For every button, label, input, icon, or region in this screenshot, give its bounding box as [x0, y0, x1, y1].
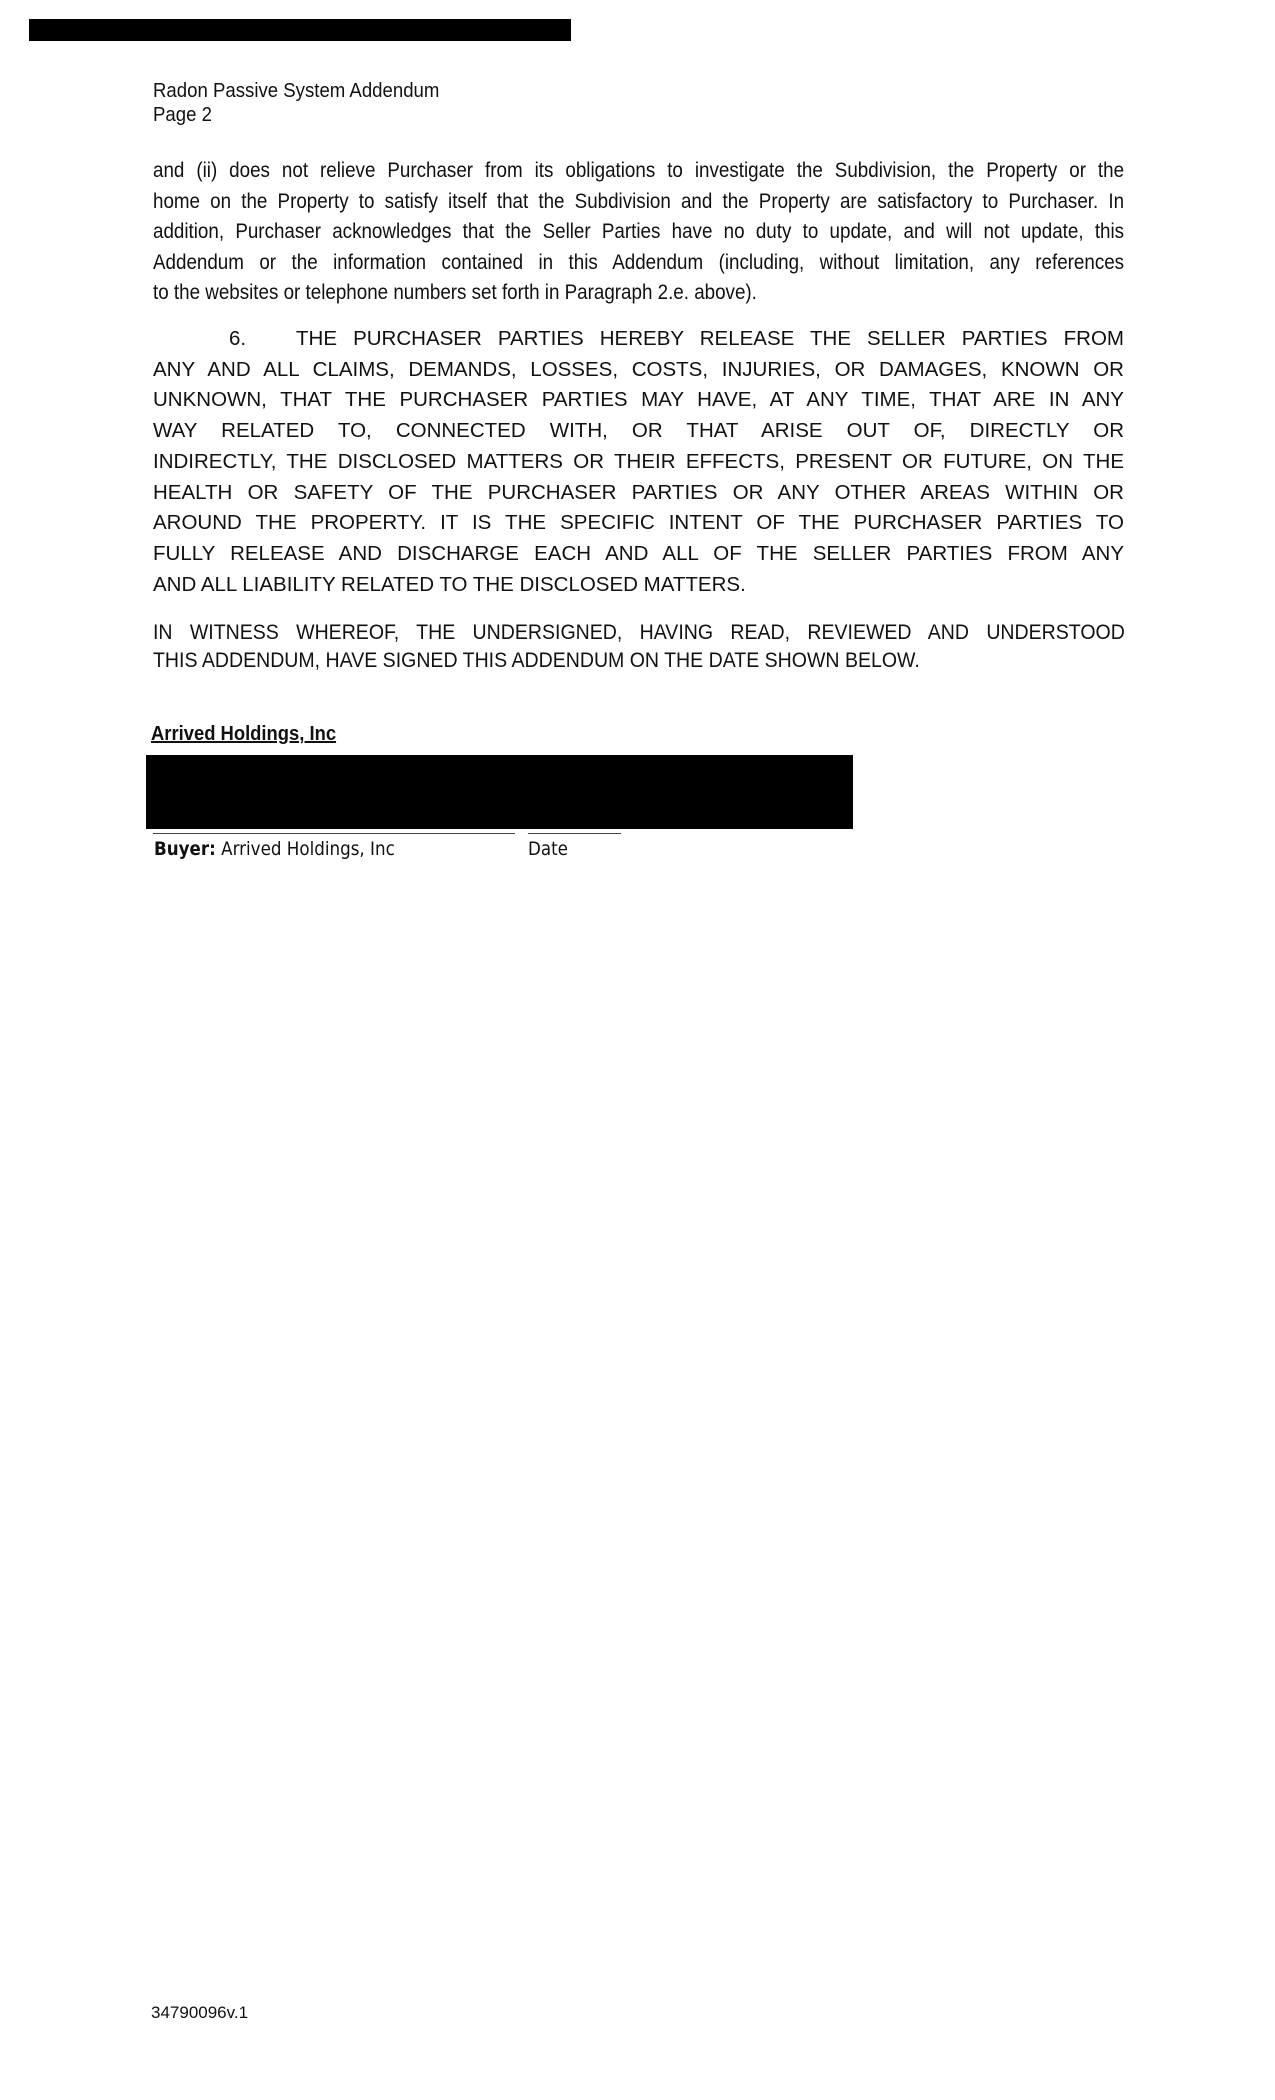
buyer-label	[154, 838, 395, 860]
paragraph-line: Addendum or the information contained in this Addendum (including, without limitation, any references	[153, 250, 1125, 274]
continuation-paragraph	[153, 156, 1124, 309]
paragraph-line: HEALTH OR SAFETY OF THE PURCHASER PARTIES OR ANY OTHER AREAS WITHIN OR	[153, 480, 1124, 504]
buyer-name: Arrived Holdings, Inc	[221, 838, 395, 860]
signatory-company: Arrived Holdings, Inc	[151, 723, 337, 745]
paragraph-line: INDIRECTLY, THE DISCLOSED MATTERS OR THEIR EFFECTS, PRESENT OR FUTURE, ON THE	[153, 449, 1124, 473]
paragraph-line: FULLY RELEASE AND DISCHARGE EACH AND ALL OF THE SELLER PARTIES FROM ANY	[153, 541, 1124, 565]
paragraph-line: and (ii) does not relieve Purchaser from its obligations to investigate the Subdivision, the Property or the	[153, 159, 1125, 182]
signature-line	[153, 833, 515, 834]
paragraph-line: WAY RELATED TO, CONNECTED WITH, OR THAT ARISE OUT OF, DIRECTLY OR	[153, 419, 1124, 443]
section-6-release	[153, 324, 1124, 600]
buyer-label-prefix: Buyer:	[154, 838, 216, 860]
paragraph-line: home on the Property to satisfy itself that the Subdivision and the Property are satisfactory to Purchaser. In	[153, 189, 1125, 213]
section-6-first-line	[153, 324, 1124, 355]
paragraph-line: UNKNOWN, THAT THE PURCHASER PARTIES MAY HAVE, AT ANY TIME, THAT ARE IN ANY	[153, 388, 1124, 412]
paragraph-line: IN WITNESS WHEREOF, THE UNDERSIGNED, HAVING READ, REVIEWED AND UNDERSTOOD	[153, 621, 1125, 644]
document-id-footer: 34790096v.1	[151, 2003, 249, 2022]
document-title: Radon Passive System Addendum	[153, 80, 440, 102]
paragraph-line: AND ALL LIABILITY RELATED TO THE DISCLOSED MATTERS.	[153, 572, 746, 596]
redaction-bar-top	[29, 19, 571, 41]
page-number: Page 2	[153, 104, 212, 126]
paragraph-line: AROUND THE PROPERTY. IT IS THE SPECIFIC INTENT OF THE PURCHASER PARTIES TO	[153, 511, 1124, 535]
section-number: 6.	[229, 327, 247, 350]
paragraph-line: THIS ADDENDUM, HAVE SIGNED THIS ADDENDUM ON THE DATE SHOWN BELOW.	[153, 649, 920, 672]
paragraph-line: to the websites or telephone numbers set forth in Paragraph 2.e. above).	[153, 281, 757, 304]
paragraph-line: THE PURCHASER PARTIES HEREBY RELEASE THE SELLER PARTIES FROM	[296, 327, 1124, 350]
witness-paragraph	[153, 619, 1125, 675]
paragraph-line: ANY AND ALL CLAIMS, DEMANDS, LOSSES, COSTS, INJURIES, OR DAMAGES, KNOWN OR	[153, 357, 1124, 381]
date-line	[528, 833, 621, 834]
redaction-signature-block	[146, 755, 853, 829]
date-label: Date	[528, 838, 568, 860]
paragraph-line: addition, Purchaser acknowledges that the Seller Parties have no duty to update, and will not update, this	[153, 220, 1125, 243]
